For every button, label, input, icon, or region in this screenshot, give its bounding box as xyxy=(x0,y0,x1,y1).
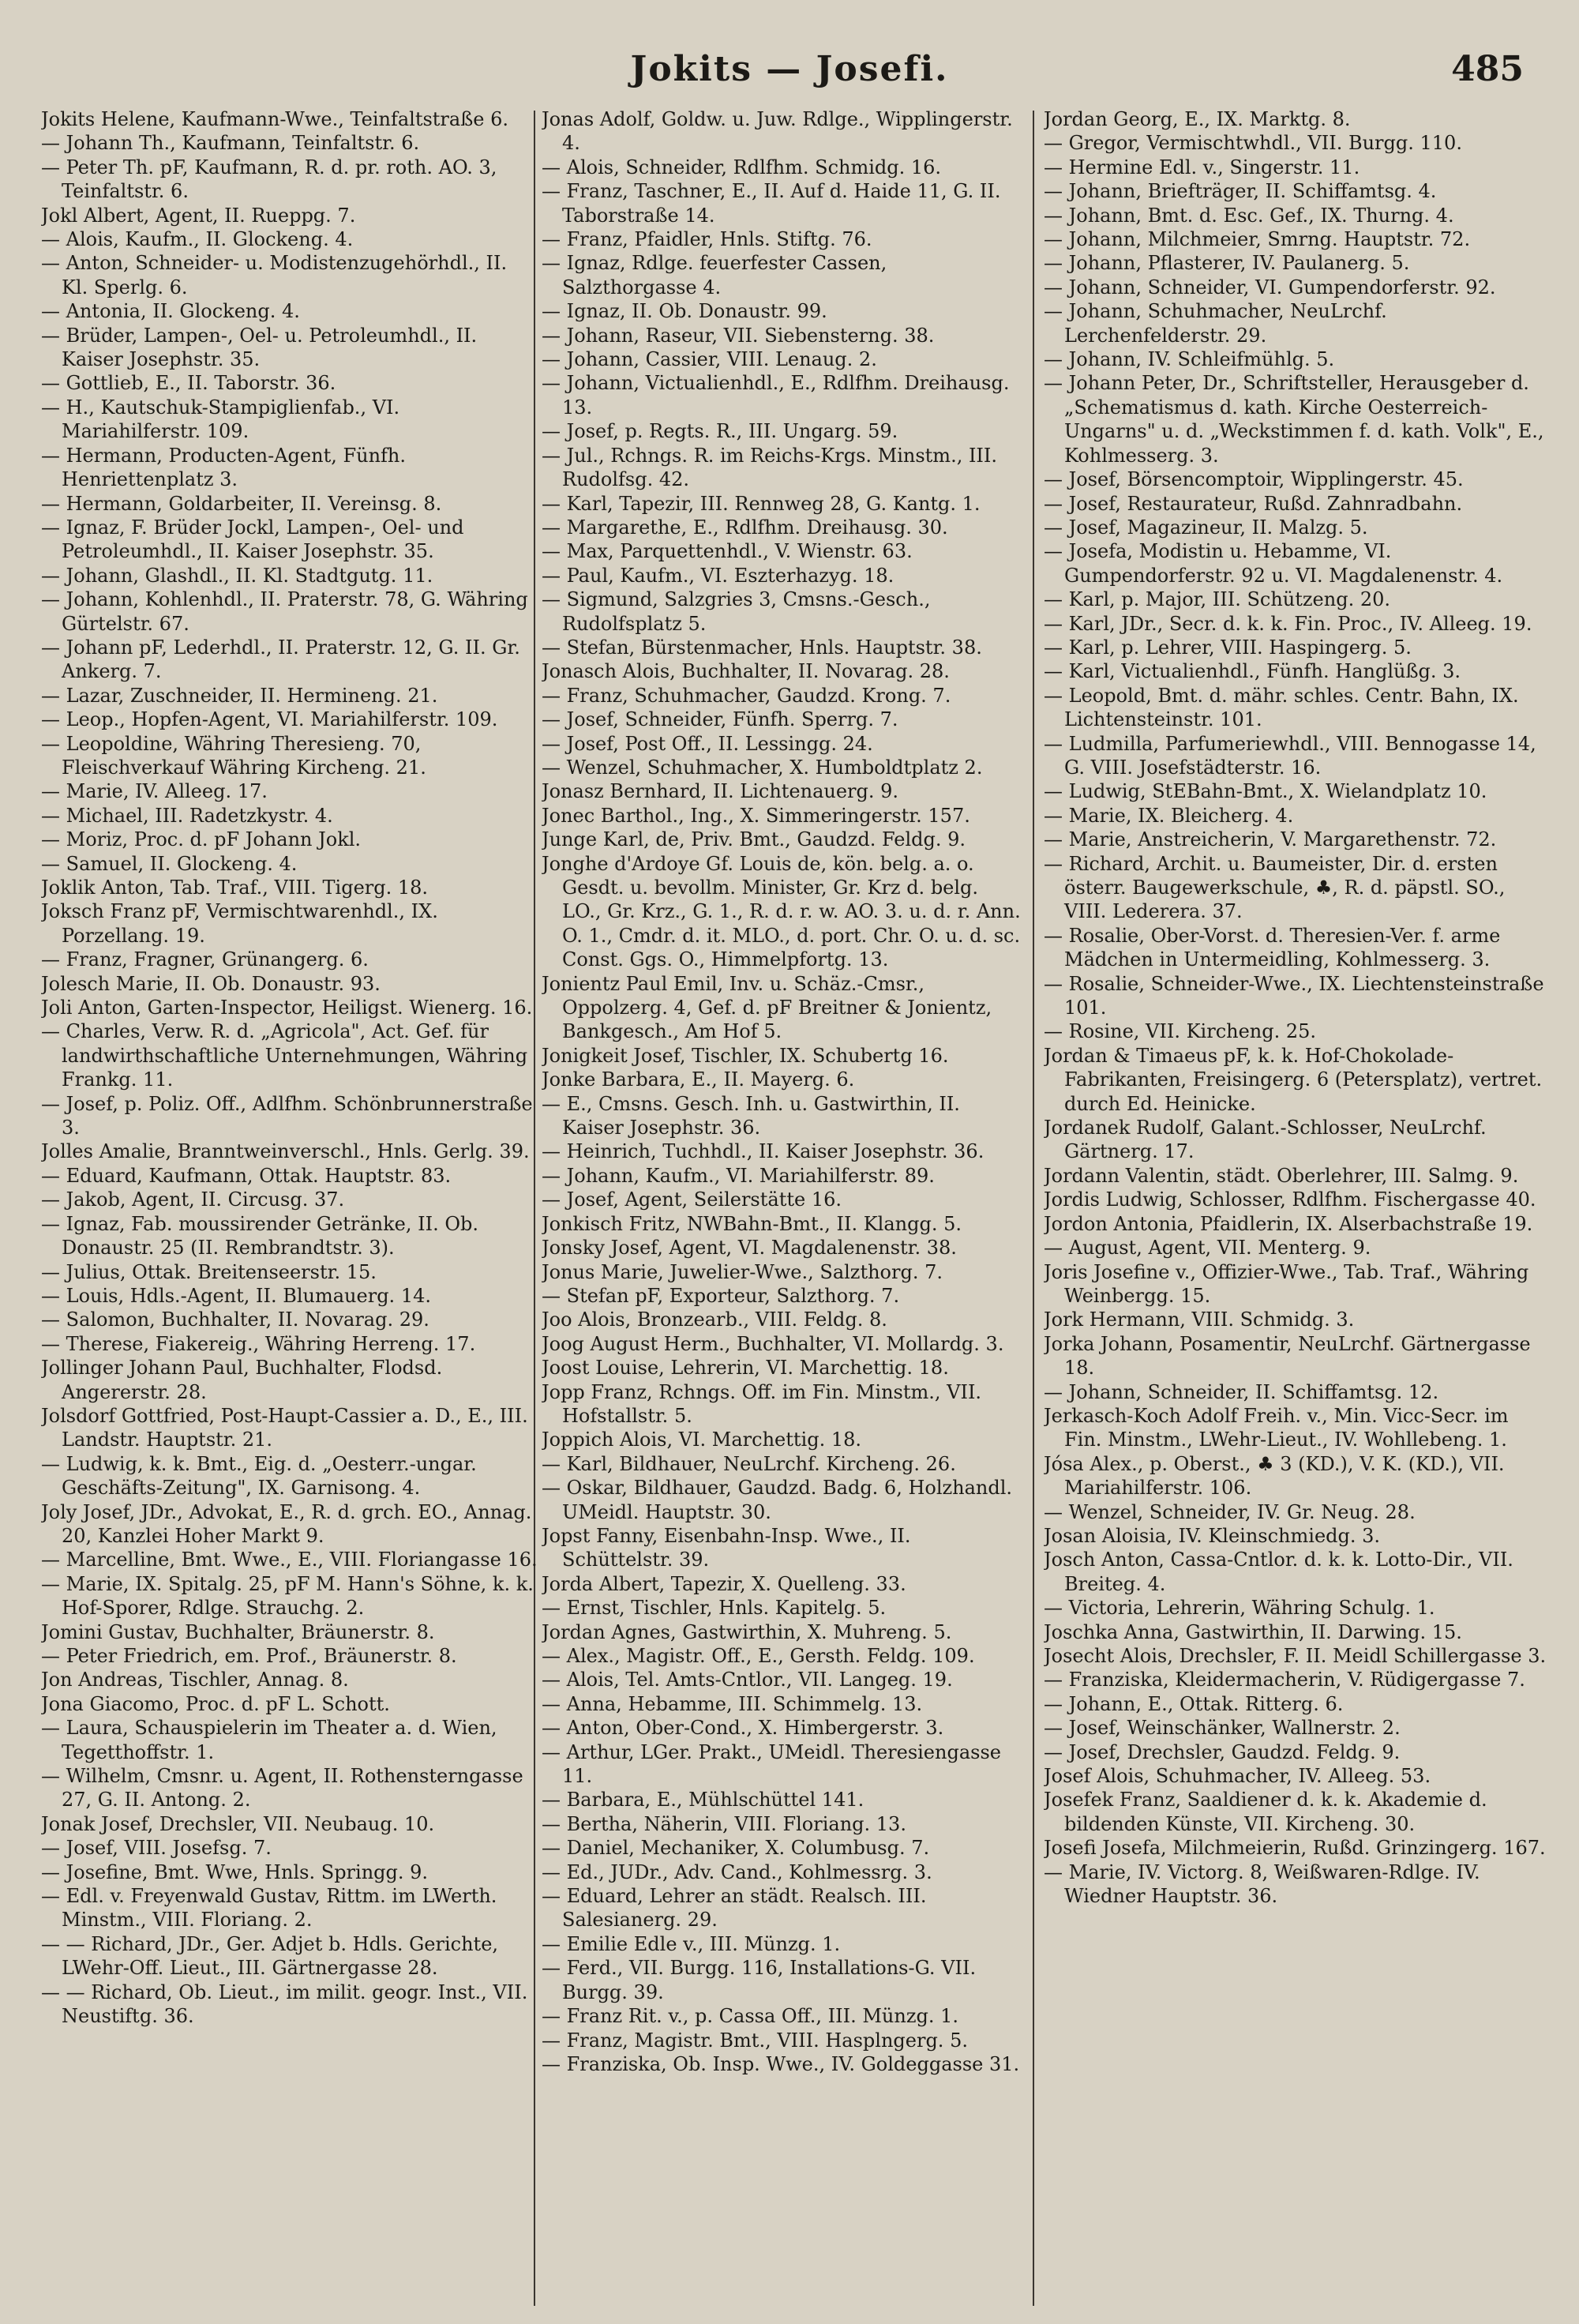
directory-entry: — Therese, Fiakereig., Währing Herreng. 17. xyxy=(41,1332,476,1355)
column-divider-2 xyxy=(1033,111,1034,2306)
directory-entry: — Bertha, Näherin, VIII. Floriang. 13. xyxy=(542,1812,906,1835)
directory-entry: Jordanek Rudolf, Galant.-Schlosser, NeuLrchf. Gärtnerg. 17. xyxy=(1044,1117,1487,1163)
directory-entry: — Antonia, II. Glockeng. 4. xyxy=(41,300,300,323)
directory-column-3 xyxy=(1044,107,1549,2311)
directory-entry: — Hermann, Goldarbeiter, II. Vereinsg. 8. xyxy=(41,492,442,515)
directory-entry: — Johann, Pflasterer, IV. Paulanerg. 5. xyxy=(1044,252,1410,275)
directory-entry: — Jakob, Agent, II. Circusg. 37. xyxy=(41,1188,345,1211)
directory-entry: Joppich Alois, VI. Marchettig. 18. xyxy=(542,1429,861,1451)
directory-entry: Junge Karl, de, Priv. Bmt., Gaudzd. Feldg. 9. xyxy=(542,828,966,851)
directory-entry: — Daniel, Mechaniker, X. Columbusg. 7. xyxy=(542,1837,930,1860)
directory-entry: Joklik Anton, Tab. Traf., VIII. Tigerg. 18. xyxy=(41,877,429,899)
directory-entry: — Johann, Raseur, VII. Siebensterng. 38. xyxy=(542,324,935,347)
directory-entry: — Franz, Taschner, E., II. Auf d. Haide 11, G. II. Taborstraße 14. xyxy=(542,180,1001,227)
directory-entry: — Ignaz, II. Ob. Donaustr. 99. xyxy=(542,300,827,323)
directory-entry: — Josef, Schneider, Fünfh. Sperrg. 7. xyxy=(542,708,898,731)
directory-entry: Joo Alois, Bronzearb., VIII. Feldg. 8. xyxy=(542,1308,887,1331)
directory-entry: Jomini Gustav, Buchhalter, Bräunerstr. 8. xyxy=(41,1620,435,1643)
directory-entry: — Alex., Magistr. Off., E., Gersth. Feldg. 109. xyxy=(542,1645,975,1667)
directory-entry: — Josef, Weinschänker, Wallnerstr. 2. xyxy=(1044,1717,1401,1740)
running-title: Jokits — Josefi. xyxy=(630,49,949,89)
directory-entry: — Heinrich, Tuchhdl., II. Kaiser Josephstr. 36. xyxy=(542,1140,985,1163)
directory-entry: — Ferd., VII. Burgg. 116, Installations-G. VII. Burgg. 39. xyxy=(542,1957,977,2003)
directory-entry: — Anton, Schneider- u. Modistenzugehörhdl., II. Kl. Sperlg. 6. xyxy=(41,252,508,298)
directory-entry: — August, Agent, VII. Menterg. 9. xyxy=(1044,1237,1371,1260)
directory-entry: — Johann Peter, Dr., Schriftsteller, Herausgeber d. „Schematismus d. kath. Kirche Oesterreich-Ungarns" u. d. „Weckstimmen f. d. kath. Volk", E., Kohlmesserg. 3. xyxy=(1044,372,1544,467)
directory-entry: — Josef, Magazineur, II. Malzg. 5. xyxy=(1044,516,1368,539)
directory-entry: — Arthur, LGer. Prakt., UMeidl. Theresiengasse 11. xyxy=(542,1740,1001,1788)
directory-entry: — Johann, Milchmeier, Smrng. Hauptstr. 72. xyxy=(1044,228,1471,251)
directory-entry: Joli Anton, Garten-Inspector, Heiligst. Wienerg. 16. xyxy=(41,997,533,1019)
directory-entry: — Marcelline, Bmt. Wwe., E., VIII. Floriangasse 16. xyxy=(41,1549,538,1571)
directory-entry: — Karl, Bildhauer, NeuLrchf. Kircheng. 26. xyxy=(542,1452,956,1475)
directory-entry: — Wilhelm, Cmsnr. u. Agent, II. Rothensterngasse 27, G. II. Antong. 2. xyxy=(41,1765,523,1812)
directory-entry: — Ignaz, Rdlge. feuerfester Cassen, Salzthorgasse 4. xyxy=(542,252,887,298)
directory-entry: — Victoria, Lehrerin, Währing Schulg. 1. xyxy=(1044,1597,1435,1620)
directory-entry: Joschka Anna, Gastwirthin, II. Darwing. 15. xyxy=(1044,1620,1462,1643)
directory-entry: — Marie, IX. Spitalg. 25, pF M. Hann's Söhne, k. k. Hof-Sporer, Rdlge. Strauchg. 2. xyxy=(41,1572,534,1620)
directory-entry: — Johann, Victualienhdl., E., Rdlfhm. Dreihausg. 13. xyxy=(542,372,1010,419)
directory-entry: — Anna, Hebamme, III. Schimmelg. 13. xyxy=(542,1692,923,1715)
directory-entry: Jonsky Josef, Agent, VI. Magdalenenstr. 38. xyxy=(542,1237,957,1260)
directory-entry: Jonasz Bernhard, II. Lichtenauerg. 9. xyxy=(542,780,899,803)
directory-entry: — Karl, Victualienhdl., Fünfh. Hanglüßg. 3. xyxy=(1044,660,1461,683)
directory-entry: — Salomon, Buchhalter, II. Novarag. 29. xyxy=(41,1308,429,1331)
directory-entry: — Karl, p. Lehrer, VIII. Haspingerg. 5. xyxy=(1044,636,1412,659)
directory-entry: Jopst Fanny, Eisenbahn-Insp. Wwe., II. Schüttelstr. 39. xyxy=(542,1524,911,1571)
directory-entry: — Ludwig, StEBahn-Bmt., X. Wielandplatz 10. xyxy=(1044,780,1487,803)
directory-entry: — Johann, Kaufm., VI. Mariahilferstr. 89. xyxy=(542,1164,935,1187)
directory-entry: Jordan Georg, E., IX. Marktg. 8. xyxy=(1044,108,1351,130)
directory-entry: Jonec Barthol., Ing., X. Simmeringerstr. 157. xyxy=(542,804,970,827)
directory-entry: — Julius, Ottak. Breitenseerstr. 15. xyxy=(41,1260,377,1283)
directory-entry: — Josefa, Modistin u. Hebamme, VI. Gumpendorferstr. 92 u. VI. Magdalenenstr. 4. xyxy=(1044,540,1503,587)
directory-entry: Josef Alois, Schuhmacher, IV. Alleeg. 53. xyxy=(1044,1765,1431,1788)
directory-entry: — Alois, Kaufm., II. Glockeng. 4. xyxy=(41,228,354,251)
directory-entry: — Franz, Schuhmacher, Gaudzd. Krong. 7. xyxy=(542,684,951,707)
directory-entry: — Anton, Ober-Cond., X. Himbergerstr. 3. xyxy=(542,1717,944,1740)
directory-entry: Jonke Barbara, E., II. Mayerg. 6. xyxy=(542,1068,855,1091)
directory-entry: Jopp Franz, Rchngs. Off. im Fin. Minstm., VII. Hofstallstr. 5. xyxy=(542,1380,982,1427)
directory-entry: — Josef, p. Poliz. Off., Adlfhm. Schönbrunnerstraße 3. xyxy=(41,1092,533,1139)
directory-entry: — Margarethe, E., Rdlfhm. Dreihausg. 30. xyxy=(542,516,948,539)
directory-entry: — Karl, p. Major, III. Schützeng. 20. xyxy=(1044,588,1390,611)
directory-entry: — Stefan pF, Exporteur, Salzthorg. 7. xyxy=(542,1284,900,1307)
directory-entry: Josch Anton, Cassa-Cntlor. d. k. k. Lotto-Dir., VII. Breiteg. 4. xyxy=(1044,1549,1513,1595)
directory-column-1 xyxy=(41,107,538,2311)
directory-entry: — Peter Friedrich, em. Prof., Bräunerstr. 8. xyxy=(41,1645,457,1667)
directory-entry: — Ernst, Tischler, Hnls. Kapitelg. 5. xyxy=(542,1597,887,1620)
directory-entry: — Johann Th., Kaufmann, Teinfaltstr. 6. xyxy=(41,132,420,155)
directory-entry: — Ludwig, k. k. Bmt., Eig. d. „Oesterr.-ungar. Geschäfts-Zeitung", IX. Garnisong. 4. xyxy=(41,1452,477,1500)
directory-entry: — Stefan, Bürstenmacher, Hnls. Hauptstr. 38. xyxy=(542,636,982,659)
directory-entry: — Rosalie, Ober-Vorst. d. Theresien-Ver. f. arme Mädchen in Untermeidling, Kohlmesserg. 3. xyxy=(1044,924,1501,971)
directory-entry: — Josefine, Bmt. Wwe, Hnls. Springg. 9. xyxy=(41,1860,429,1883)
directory-entry: Jolesch Marie, II. Ob. Donaustr. 93. xyxy=(41,972,381,995)
directory-entry: — Richard, Archit. u. Baumeister, Dir. d. ersten österr. Baugewerkschule, ♣, R. d. päpstl. SO., VIII. Lederera. 37. xyxy=(1044,852,1506,923)
directory-entry: — Franz, Fragner, Grünangerg. 6. xyxy=(41,948,369,971)
directory-entry: Jordon Antonia, Pfaidlerin, IX. Alserbachstraße 19. xyxy=(1044,1212,1533,1235)
directory-entry: — Josef, Agent, Seilerstätte 16. xyxy=(542,1188,842,1211)
directory-entry: — E., Cmsns. Gesch. Inh. u. Gastwirthin, II. Kaiser Josephstr. 36. xyxy=(542,1092,960,1139)
directory-entry: — Max, Parquettenhdl., V. Wienstr. 63. xyxy=(542,540,913,563)
directory-entry: — Rosine, VII. Kircheng. 25. xyxy=(1044,1020,1317,1043)
directory-entry: Jordan Agnes, Gastwirthin, X. Muhreng. 5. xyxy=(542,1620,952,1643)
directory-entry: — Johann pF, Lederhdl., II. Praterstr. 12, G. II. Gr. Ankerg. 7. xyxy=(41,636,520,683)
directory-entry: — Hermine Edl. v., Singerstr. 11. xyxy=(1044,156,1360,178)
directory-entry: Jonak Josef, Drechsler, VII. Neubaug. 10. xyxy=(41,1812,435,1835)
directory-entry: — Karl, JDr., Secr. d. k. k. Fin. Proc., IV. Alleeg. 19. xyxy=(1044,612,1532,635)
directory-entry: — Marie, IV. Victorg. 8, Weißwaren-Rdlge. IV. Wiedner Hauptstr. 36. xyxy=(1044,1860,1480,1908)
directory-entry: — Wenzel, Schuhmacher, X. Humboldtplatz 2. xyxy=(542,756,983,779)
directory-entry: — Leop., Hopfen-Agent, VI. Mariahilferstr. 109. xyxy=(41,708,498,731)
directory-entry: — Johann, Schneider, VI. Gumpendorferstr. 92. xyxy=(1044,276,1496,298)
directory-entry: — Johann, Schuhmacher, NeuLrchf. Lerchenfelderstr. 29. xyxy=(1044,300,1387,347)
directory-entry: — Rosalie, Schneider-Wwe., IX. Liechtensteinstraße 101. xyxy=(1044,972,1544,1019)
page-header xyxy=(0,49,1579,104)
directory-entry: — Lazar, Zuschneider, II. Hermineng. 21. xyxy=(41,684,438,707)
directory-entry: Joly Josef, JDr., Advokat, E., R. d. grch. EO., Annag. 20, Kanzlei Hoher Markt 9. xyxy=(41,1500,532,1547)
directory-entry: — Gottlieb, E., II. Taborstr. 36. xyxy=(41,372,336,395)
directory-entry: — Johann, IV. Schleifmühlg. 5. xyxy=(1044,348,1335,371)
directory-entry: Jona Giacomo, Proc. d. pF L. Schott. xyxy=(41,1692,390,1715)
directory-entry: — Marie, IV. Alleeg. 17. xyxy=(41,780,268,803)
directory-entry: — Peter Th. pF, Kaufmann, R. d. pr. roth. AO. 3, Teinfaltstr. 6. xyxy=(41,156,497,203)
directory-entry: — Wenzel, Schneider, IV. Gr. Neug. 28. xyxy=(1044,1500,1416,1523)
directory-entry: — Brüder, Lampen-, Oel- u. Petroleumhdl., II. Kaiser Josephstr. 35. xyxy=(41,324,478,371)
directory-entry: — Laura, Schauspielerin im Theater a. d. Wien, Tegetthoffstr. 1. xyxy=(41,1717,497,1763)
directory-entry: — Leopoldine, Währing Theresieng. 70, Fleischverkauf Währing Kircheng. 21. xyxy=(41,732,426,779)
directory-entry: — Johann, Briefträger, II. Schiffamtsg. 4. xyxy=(1044,180,1437,203)
directory-entry: Joog August Herm., Buchhalter, VI. Mollardg. 3. xyxy=(542,1332,1004,1355)
directory-entry: — Charles, Verw. R. d. „Agricola", Act. Gef. für landwirthschaftliche Unternehmungen, Währing Frankg. 11. xyxy=(41,1020,528,1091)
directory-entry: — Johann, Kohlenhdl., II. Praterstr. 78, G. Währing Gürtelstr. 67. xyxy=(41,588,528,635)
directory-entry: — Josef, Restaurateur, Rußd. Zahnradbahn. xyxy=(1044,492,1463,515)
directory-entry: Josecht Alois, Drechsler, F. II. Meidl Schillergasse 3. xyxy=(1044,1645,1547,1667)
directory-entry: Jolsdorf Gottfried, Post-Haupt-Cassier a. D., E., III. Landstr. Hauptstr. 21. xyxy=(41,1404,528,1451)
directory-entry: — Ed., JUDr., Adv. Cand., Kohlmessrg. 3. xyxy=(542,1860,932,1883)
directory-entry: Jonasch Alois, Buchhalter, II. Novarag. 28. xyxy=(542,660,950,683)
directory-entry: — H., Kautschuk-Stampiglienfab., VI. Mariahilferstr. 109. xyxy=(41,396,400,443)
directory-entry: — Gregor, Vermischtwhdl., VII. Burgg. 110. xyxy=(1044,132,1462,155)
directory-entry: Jósa Alex., p. Oberst., ♣ 3 (KD.), V. K. (KD.), VII. Mariahilferstr. 106. xyxy=(1044,1452,1505,1500)
directory-entry: — Josef, Post Off., II. Lessingg. 24. xyxy=(542,732,873,755)
directory-entry: Jork Hermann, VIII. Schmidg. 3. xyxy=(1044,1308,1355,1331)
directory-entry: Jonus Marie, Juwelier-Wwe., Salzthorg. 7. xyxy=(542,1260,943,1283)
directory-entry: Joost Louise, Lehrerin, VI. Marchettig. 18. xyxy=(542,1357,949,1380)
directory-entry: — Alois, Tel. Amts-Cntlor., VII. Langeg. 19. xyxy=(542,1669,953,1691)
directory-entry: — — Richard, Ob. Lieut., im milit. geogr. Inst., VII. Neustiftg. 36. xyxy=(41,1980,528,2028)
directory-entry: — Eduard, Kaufmann, Ottak. Hauptstr. 83. xyxy=(41,1164,452,1187)
directory-entry: — Franziska, Kleidermacherin, V. Rüdigergasse 7. xyxy=(1044,1669,1525,1691)
directory-entry: Jorka Johann, Posamentir, NeuLrchf. Gärtnergasse 18. xyxy=(1044,1332,1531,1380)
directory-entry: Jerkasch-Koch Adolf Freih. v., Min. Vicc-Secr. im Fin. Minstm., LWehr-Lieut., IV. Wohllebeng. 1. xyxy=(1044,1404,1509,1451)
page-number: 485 xyxy=(1451,49,1524,89)
directory-entry: Jonigkeit Josef, Tischler, IX. Schubertg 16. xyxy=(542,1044,949,1067)
directory-entry: — Johann, Bmt. d. Esc. Gef., IX. Thurng. 4. xyxy=(1044,204,1454,227)
directory-entry: Jolles Amalie, Branntweinverschl., Hnls. Gerlg. 39. xyxy=(41,1140,530,1163)
directory-entry: Joris Josefine v., Offizier-Wwe., Tab. Traf., Währing Weinbergg. 15. xyxy=(1044,1260,1529,1307)
directory-entry: Jordan & Timaeus pF, k. k. Hof-Chokolade-Fabrikanten, Freisingerg. 6 (Petersplatz), vertret. durch Ed. Heinicke. xyxy=(1044,1044,1543,1115)
directory-entry: Jokits Helene, Kaufmann-Wwe., Teinfaltstraße 6. xyxy=(41,108,508,130)
directory-entry: — Moriz, Proc. d. pF Johann Jokl. xyxy=(41,828,362,851)
directory-entry: — Marie, IX. Bleicherg. 4. xyxy=(1044,804,1294,827)
directory-entry: — Johann, Cassier, VIII. Lenaug. 2. xyxy=(542,348,877,371)
directory-entry: — Franziska, Ob. Insp. Wwe., IV. Goldeggasse 31. xyxy=(542,2052,1020,2075)
directory-entry: Jonientz Paul Emil, Inv. u. Schäz.-Cmsr., Oppolzerg. 4, Gef. d. pF Breitner & Jonientz, Bankgesch., Am Hof 5. xyxy=(542,972,992,1043)
directory-entry: — Josef, Börsencomptoir, Wipplingerstr. 45. xyxy=(1044,468,1464,491)
directory-entry: Jonkisch Fritz, NWBahn-Bmt., II. Klangg. 5. xyxy=(542,1212,962,1235)
directory-entry: Jordis Ludwig, Schlosser, Rdlfhm. Fischergasse 40. xyxy=(1044,1188,1536,1211)
directory-entry: — Josef, Drechsler, Gaudzd. Feldg. 9. xyxy=(1044,1740,1401,1763)
directory-column-2 xyxy=(542,107,1023,2311)
directory-entry: Jonghe d'Ardoye Gf. Louis de, kön. belg. a. o. Gesdt. u. bevollm. Minister, Gr. Krz d. belg. LO., Gr. Krz., G. 1., R. d. r. w. AO. 3. u. d. r. Ann. O. 1., Cmdr. d. it. MLO., d. port. Chr. O. u. d. sc. Const. Ggs. O., Himmelpfortg. 13. xyxy=(542,852,1021,971)
directory-entry: Jon Andreas, Tischler, Annag. 8. xyxy=(41,1669,349,1691)
directory-entry: — Franz, Pfaidler, Hnls. Stiftg. 76. xyxy=(542,228,872,251)
directory-entry: — Ignaz, F. Brüder Jockl, Lampen-, Oel- und Petroleumhdl., II. Kaiser Josephstr. 35. xyxy=(41,516,464,563)
directory-entry: — Josef, p. Regts. R., III. Ungarg. 59. xyxy=(542,420,898,443)
directory-entry: Josan Aloisia, IV. Kleinschmiedg. 3. xyxy=(1044,1524,1381,1547)
directory-entry: — Emilie Edle v., III. Münzg. 1. xyxy=(542,1932,841,1955)
directory-entry: — Johann, Glashdl., II. Kl. Stadtgutg. 11. xyxy=(41,564,433,587)
directory-entry: Josefek Franz, Saaldiener d. k. k. Akademie d. bildenden Künste, VII. Kircheng. 30. xyxy=(1044,1789,1487,1835)
directory-entry: — Barbara, E., Mühlschüttel 141. xyxy=(542,1789,865,1812)
directory-entry: — Oskar, Bildhauer, Gaudzd. Badg. 6, Holzhandl. UMeidl. Hauptstr. 30. xyxy=(542,1477,1013,1523)
directory-entry: Josefi Josefa, Milchmeierin, Rußd. Grinzingerg. 167. xyxy=(1044,1837,1546,1860)
directory-entry: Joksch Franz pF, Vermischtwarenhdl., IX. Porzellang. 19. xyxy=(41,900,438,947)
directory-entry: — Leopold, Bmt. d. mähr. schles. Centr. Bahn, IX. Lichtensteinstr. 101. xyxy=(1044,684,1519,731)
directory-entry: — Edl. v. Freyenwald Gustav, Rittm. im LWerth. Minstm., VIII. Floriang. 2. xyxy=(41,1885,497,1932)
directory-entry: — Hermann, Producten-Agent, Fünfh. Henriettenplatz 3. xyxy=(41,444,407,491)
directory-entry: — Ludmilla, Parfumeriewhdl., VIII. Bennogasse 14, G. VIII. Josefstädterstr. 16. xyxy=(1044,732,1536,779)
directory-entry: Jorda Albert, Tapezir, X. Quelleng. 33. xyxy=(542,1572,906,1595)
directory-entry: — — Richard, JDr., Ger. Adjet b. Hdls. Gerichte, LWehr-Off. Lieut., III. Gärtnergasse 28. xyxy=(41,1932,499,1980)
directory-entry: — Michael, III. Radetzkystr. 4. xyxy=(41,804,333,827)
directory-entry: — Eduard, Lehrer an städt. Realsch. III. Salesianerg. 29. xyxy=(542,1885,927,1932)
directory-entry: — Franz, Magistr. Bmt., VIII. Hasplngerg. 5. xyxy=(542,2029,968,2052)
directory-entry: Jokl Albert, Agent, II. Rueppg. 7. xyxy=(41,204,356,227)
directory-entry: — Josef, VIII. Josefsg. 7. xyxy=(41,1837,272,1860)
directory-entry: — Ignaz, Fab. moussirender Getränke, II. Ob. Donaustr. 25 (II. Rembrandtstr. 3). xyxy=(41,1212,479,1260)
directory-entry: Jonas Adolf, Goldw. u. Juw. Rdlge., Wipplingerstr. 4. xyxy=(542,108,1013,155)
directory-entry: Jordann Valentin, städt. Oberlehrer, III. Salmg. 9. xyxy=(1044,1164,1519,1187)
directory-entry: — Franz Rit. v., p. Cassa Off., III. Münzg. 1. xyxy=(542,2005,959,2028)
directory-entry: — Louis, Hdls.-Agent, II. Blumauerg. 14. xyxy=(41,1284,431,1307)
directory-entry: — Samuel, II. Glockeng. 4. xyxy=(41,852,298,875)
directory-entry: — Alois, Schneider, Rdlfhm. Schmidg. 16. xyxy=(542,156,942,178)
directory-entry: — Johann, E., Ottak. Ritterg. 6. xyxy=(1044,1692,1344,1715)
directory-entry: — Johann, Schneider, II. Schiffamtsg. 12. xyxy=(1044,1380,1439,1403)
directory-entry: Jollinger Johann Paul, Buchhalter, Flodsd. Angererstr. 28. xyxy=(41,1357,443,1403)
directory-entry: — Jul., Rchngs. R. im Reichs-Krgs. Minstm., III. Rudolfsg. 42. xyxy=(542,444,998,491)
directory-entry: — Marie, Anstreicherin, V. Margarethenstr. 72. xyxy=(1044,828,1497,851)
directory-entry: — Paul, Kaufm., VI. Eszterhazyg. 18. xyxy=(542,564,895,587)
directory-entry: — Karl, Tapezir, III. Rennweg 28, G. Kantg. 1. xyxy=(542,492,981,515)
directory-entry: — Sigmund, Salzgries 3, Cmsns.-Gesch., Rudolfsplatz 5. xyxy=(542,588,931,635)
